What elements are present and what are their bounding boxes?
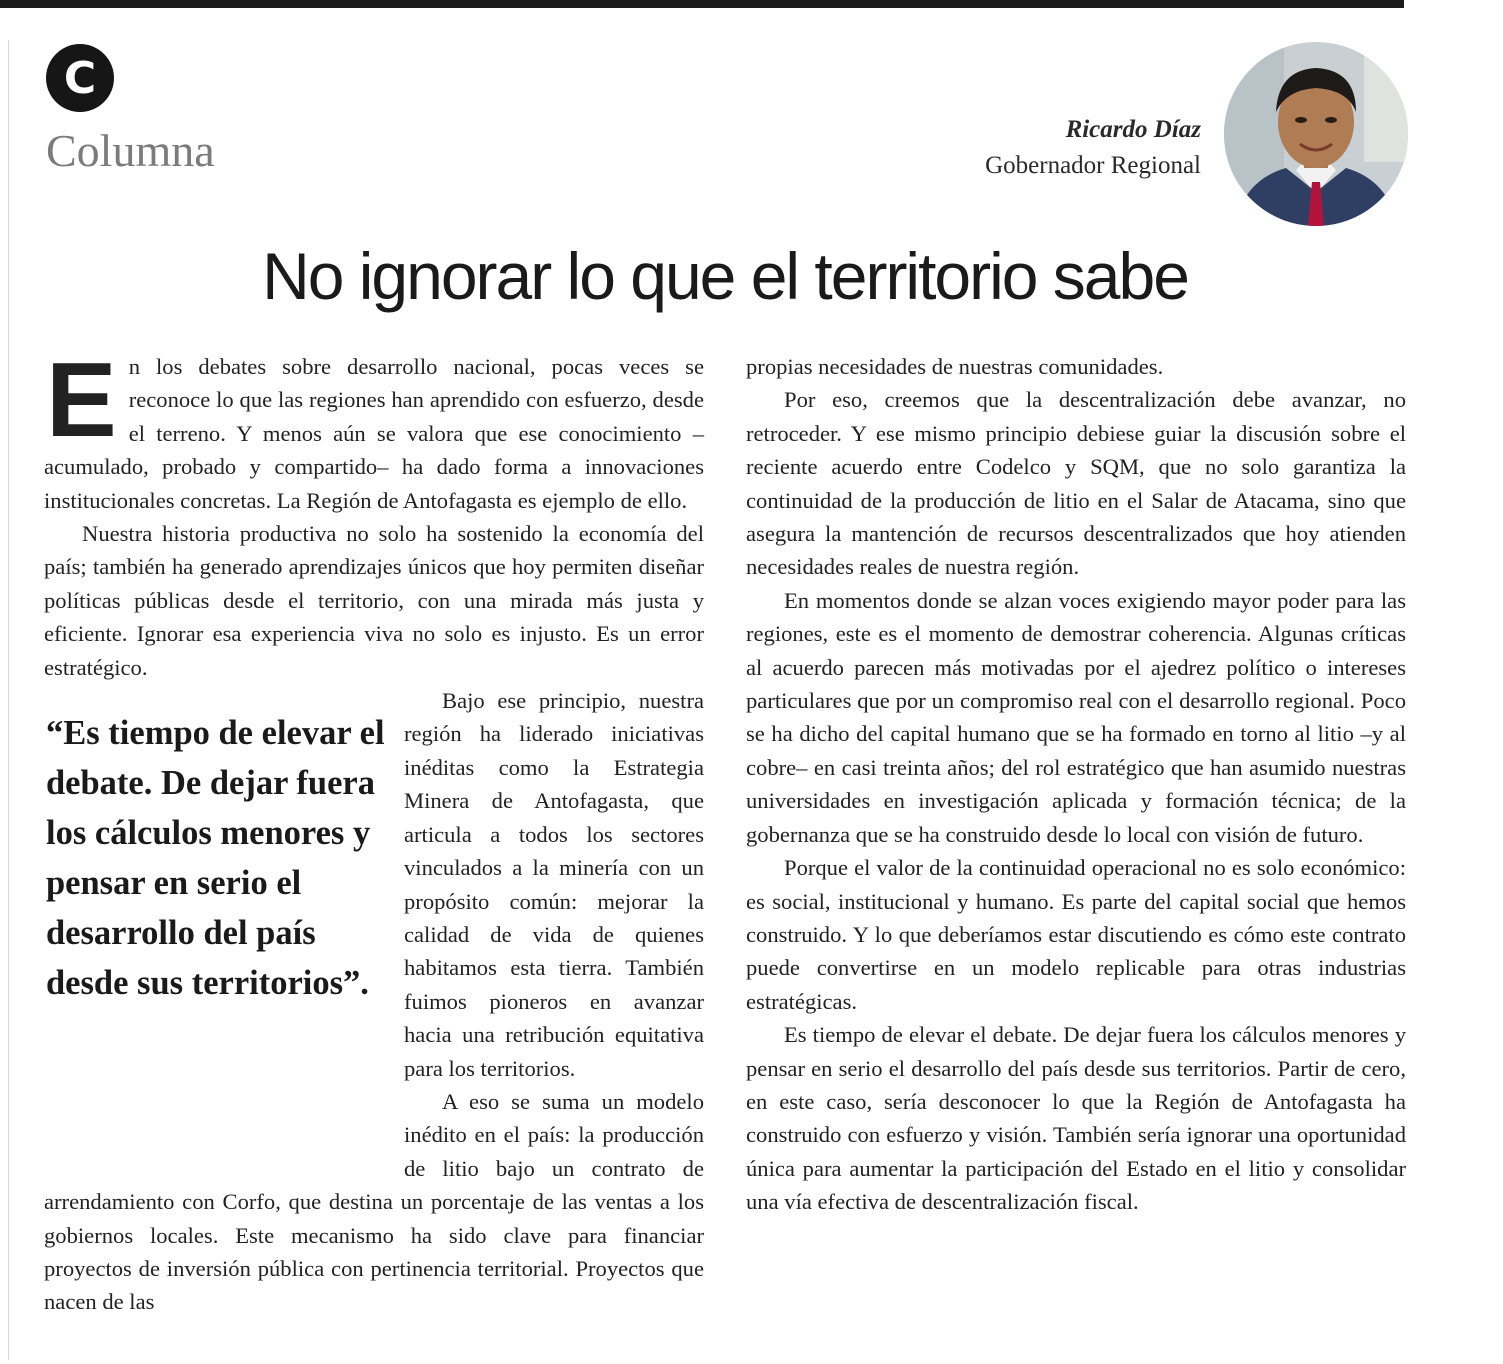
author-photo [1224,42,1408,226]
article-column-left [44,341,704,1319]
section-badge: C [46,44,114,112]
top-rule [0,0,1404,8]
author-role: Gobernador Regional [985,152,1201,179]
article-paragraph: Bajo ese principio, nuestra región ha liderado iniciativas inéditas como la Estrategia Minera de Antofagasta, que articula a todos los sectores vinculados a la minería con un propósito común: mejorar la calidad de vida de quienes habitamos esta tierra. También fuimos pioneros en avanzar hacia una retribución equitativa para los territorios. [404,688,704,1081]
article-paragraph: propias necesidades de nuestras comunidades. [746,354,1164,379]
article-paragraph: Porque el valor de la continuidad operacional no es solo económico: es social, institucional y humano. Es parte del capital social que hemos construido. Y lo que deberíamos estar discutiendo es cómo este contrato puede convertirse en un modelo replicable para otras industrias estratégicas. [746,855,1406,1014]
article-paragraph: A eso se suma un modelo inédito en el país: la producción de litio bajo un contrato de arrendamiento con Corfo, que destina un porcentaje de las ventas a los gobiernos locales. Este mecanismo ha sido clave para financiar proyectos de inversión pública con pertinencia territorial. Proyectos que nacen de las [44,1088,704,1315]
pull-quote: “Es tiempo de elevar el debate. De dejar fuera los cálculos menores y pensar en serio el desarrollo del país desde sus territorios”. [46,714,385,1003]
pull-quote-box [44,692,404,1182]
article-paragraph: En los debates sobre desarrollo nacional, pocas veces se reconoce lo que las regiones han aprendido con esfuerzo, desde el terreno. Y menos aún se valora que ese conocimiento –acumulado, probado y compartido– ha dado forma a innovaciones institucionales concretas. La Región de Antofagasta es ejemplo de ello. [44,341,704,513]
article-paragraph: En momentos donde se alzan voces exigiendo mayor poder para las regiones, este es el momento de demostrar coherencia. Algunas críticas al acuerdo parecen más motivadas por el ajedrez político o intereses particulares que por un compromiso real con el desarrollo regional. Poco se ha dicho del capital humano que se ha formado en torno al litio –y al cobre– en casi treinta años; del rol estratégico que han asumido nuestras universidades en investigación aplicada y formación técnica; de la gobernanza que se ha construido desde lo local con visión de futuro. [746,587,1406,847]
article-column-right [746,350,1406,1219]
section-label: Columna [46,125,215,176]
author-name: Ricardo Díaz [1065,116,1201,143]
article-paragraph: Nuestra historia productiva no solo ha sostenido la economía del país; también ha generado aprendizajes únicos que hoy permiten diseñar políticas públicas desde el territorio, con una mirada más justa y eficiente. Ignorar esa experiencia viva no solo es injusto. Es un error estratégico. [44,521,704,680]
article-paragraph: Es tiempo de elevar el debate. De dejar fuera los cálculos menores y pensar en serio el desarrollo del país desde sus territorios. Partir de cero, en este caso, sería desconocer lo que la Región de Antofagasta ha construido con esfuerzo y visión. También sería ignorar una oportunidad única para aumentar la participación del Estado en el litio y consolidar una vía efectiva de descentralización fiscal. [746,1022,1406,1215]
drop-cap: E [46,341,117,459]
headline: No ignorar lo que el territorio sabe [262,239,1188,313]
article-paragraph: Por eso, creemos que la descentralización debe avanzar, no retroceder. Y ese mismo principio debiese guiar la discusión sobre el reciente acuerdo entre Codelco y SQM, que no solo garantiza la continuidad de la producción de litio en el Salar de Atacama, sino que asegura la mantención de recursos descentralizados que hoy atienden necesidades reales de nuestra región. [746,387,1406,580]
